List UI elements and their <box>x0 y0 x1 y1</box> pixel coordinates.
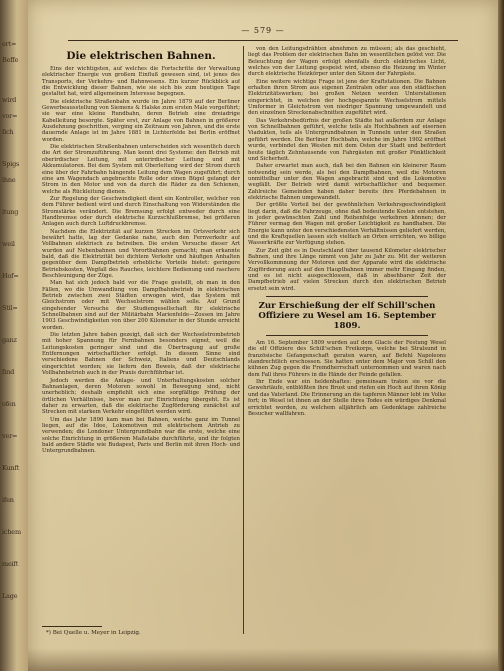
article-paragraph: von den Leitungsdrähten abnehmen zu müssen; als das geschieht, liegt das Problem der elektrischen Bahn im wesentlichen gelöst vor. Die Beleuchtung der Wagen erfolgt ebenfalls durch elektrisches Licht, welches von der Leitung gespeist wird, ebenso die Heizung im Winter durch elektrische Heizkörper unter den Sitzen der Fahrgäste. <box>248 46 446 78</box>
section-divider <box>266 296 428 297</box>
article-paragraph: Daher erwartet man auch, daß bei den Bahnen ein kleinerer Raum notwendig sein werde, als bei den Dampfbahnen, weil die Motoren unmittelbar unter den Wagen angebracht sind und die Lokomotive wegfällt. Der Betrieb wird damit wirtschaftlicher und bequemer. Zahlreiche Gemeinden haben daher bereits ihre Pferdebahnen in elektrische Bahnen umgewandelt. <box>248 163 446 201</box>
left-column <box>42 46 240 621</box>
article-paragraph: Zur Zeit gibt es in Deutschland über tausend Kilometer elektrischer Bahnen, und ihre Länge nimmt von Jahr zu Jahr zu. Mit der weiteren Vervollkommnung der Motoren und der Apparate wird die elektrische Zugförderung auch auf den Hauptbahnen immer mehr Eingang finden, und es ist nicht ausgeschlossen, daß in absehbarer Zeit der Dampfbetrieb auf vielen Strecken durch den elektrischen Betrieb ersetzt sein wird. <box>248 247 446 292</box>
article-paragraph: Man hat sich jedoch bald vor die Frage gestellt, ob man in den Fällen, wo die Umwandlung von Dampfbahnbetrieb in elektrischen Betrieb zwischen zwei Städten erwogen wird, das System mit Gleichstrom oder mit Wechselstrom wählen solle. Auf Grund eingehender Versuche der Studiengesellschaft für elektrische Schnellbahnen sind auf der Militärbahn Marienfelde—Zossen im Jahre 1903 Geschwindigkeiten von über 200 Kilometer in der Stunde erreicht worden. <box>42 280 240 331</box>
article-paragraph: Jedoch werden die Anlage- und Unterhaltungskosten solcher Bahnanlagen, deren Motoren sowohl in Bewegung sind, nicht unerheblich; deshalb empfiehlt sich eine sorgfältige Prüfung der örtlichen Verhältnisse, bevor man zur Einrichtung übergeht. Es ist daher zu erwarten, daß die elektrische Zugförderung zunächst auf Strecken mit starkem Verkehr eingeführt werden wird. <box>42 377 240 416</box>
article-paragraph: Das Verkehrsbedürfnis der großen Städte hat außerdem zur Anlage von Schnellbahnen geführt, welche teils als Hochbahnen auf eisernen Viadukten, teils als Untergrundbahnen in Tunneln unter den Straßen geführt werden. Die Berliner Hochbahn, welche im Jahre 1902 eröffnet wurde, verbindet den Westen mit dem Osten der Stadt und befördert heute täglich Zehntausende von Fahrgästen mit großer Pünktlichkeit und Sicherheit. <box>248 117 446 162</box>
article-paragraph: Eine weitere wichtige Frage ist jene der Kraftstationen. Die Bahnen erhalten ihren Strom aus eigenen Zentralen oder aus den städtischen Elektrizitätswerken; bei großen Netzen werden Unterstationen eingerichtet, in welchen der hochgespannte Wechselstrom mittels Umformer in Gleichstrom von niedriger Spannung umgewandelt und den einzelnen Streckenabschnitten zugeführt wird. <box>248 78 446 117</box>
column-divider <box>243 46 244 634</box>
previous-page-gutter: ert= Beffe wird vor= fich Spigs ihne itung weil Hof= Stil= ganz find ofen ver= Kunft ifen ichem meift Lage <box>0 0 28 671</box>
page-edge <box>498 0 504 671</box>
footnote-rule <box>42 626 102 627</box>
section-divider <box>266 335 428 336</box>
right-column <box>248 46 446 621</box>
article-paragraph: Die elektrische Straßenbahn wurde im Jahre 1879 auf der Berliner Gewerbeausstellung von Siemens & Halske zum ersten Male vorgeführt; sie war eine kleine Rundbahn, deren Betrieb eine dreiadrige Kabelleitung besorgte. Später erst, zur Anlage von Bahnen in größerer Ausdehnung geschritten, verging ein Zeitraum von Jahren, und die erste dauernde Anlage ist im Jahre 1881 in Lichterfelde bei Berlin eröffnet worden. <box>42 98 240 143</box>
footnote: *) Bei Quelle u. Meyer in Leipzig. <box>46 630 141 636</box>
article-paragraph: Die elektrischen Straßenbahnen unterscheiden sich wesentlich durch die Art der Stromzuführung. Man kennt drei Systeme: den Betrieb mit oberirdischer Leitung, mit unterirdischer Leitung und mit Akkumulatoren. Bei dem System mit Oberleitung wird der Strom durch eine über der Fahrbahn hängende Leitung dem Wagen zugeführt; durch eine am Wagendach angebrachte Rolle oder einen Bügel gelangt der Strom in den Motor und von da durch die Räder zu den Schienen, welche als Rückleitung dienen. <box>42 144 240 195</box>
article-paragraph: Um das Jahr 1890 kam man bei Bahnen, welche ganz im Tunnel liegen, auf die Idee, Lokomotiven mit elektrischem Antrieb zu verwenden; die Londoner Untergrundbahn war die erste, welche eine solche Einrichtung in größerem Maßstabe durchführte, und ihr folgten bald andere Städte wie Budapest, Paris und Berlin mit ihren Hoch- und Untergrundbahnen. <box>42 416 240 455</box>
article-paragraph: Ihr Ende war ein heldenhaftes: gemeinsam traten sie vor die Gewehrläufe, entblößten ihre Brust und riefen ein Hoch auf ihren König und das Vaterland. Die Erinnerung an die tapferen Männer lebt im Volke fort; in Wesel ist ihnen an der Stelle ihres Todes ein würdiges Denkmal errichtet worden, zu welchem alljährlich am Gedenktage zahlreiche Besucher wallfahren. <box>248 379 446 417</box>
page-header <box>68 28 458 41</box>
article-paragraph: Eins der wichtigsten, auf welches die Fortschritte der Verwaltung elektrischer Energie von großem Einfluß gewesen sind, ist jenes des Transports, der Verkehrs- und Bahnwesens. Ein kurzer Rückblick auf die Entwicklung dieser Bahnen, wie sie sich bis zum heutigen Tage gestaltet hat, wird allgemeinem Interesse begegnen. <box>42 66 240 98</box>
article-paragraph: Die letzten Jahre haben gezeigt, daß sich der Wechselstrombetrieb mit hoher Spannung für Fernbahnen besonders eignet, weil die Leitungskosten geringer sind und die Übertragung auf große Entfernungen wirtschaftlicher erfolgt. In diesem Sinne sind verschiedene Bahnen der Schweiz, Italiens und Deutschlands eingerichtet worden; sie liefern den Beweis, daß der elektrische Vollbahnbetrieb auch in der Praxis durchführbar ist. <box>42 332 240 377</box>
article-paragraph: Nachdem die Elektrizität auf kurzen Strecken im Ortsverkehr sich bewährt hatte, lag der Gedanke nahe, auch den Fernverkehr auf Vollbahnen elektrisch zu betreiben. Die ersten Versuche dieser Art wurden auf Nebenbahnen und Vorortbahnen gemacht; man erkannte bald, daß die Elektrizität bei dichtem Verkehr und häufigen Anhalten gegenüber dem Dampfbetrieb erhebliche Vorteile bietet: geringere Betriebskosten, Wegfall des Rauches, leichtere Bedienung und raschere Beschleunigung der Züge. <box>42 228 240 279</box>
article-title-schill-officers: Zur Erschießung der elf Schill'schen Offiziere zu Wesel am 16. September 1809. <box>258 301 436 332</box>
article-paragraph: Zur Regelung der Geschwindigkeit dient ein Kontroller, welcher von dem Führer bedient wird und durch Einschaltung von Widerständen die Stromstärke verändert. Die Bremsung erfolgt entweder durch eine Handbremse oder durch elektrische Kurzschlußbremse, bei größeren Anlagen auch durch Luftdruckbremse. <box>42 195 240 228</box>
page-number: — 579 — <box>241 26 285 35</box>
article-paragraph: Am 16. September 1809 wurden auf dem Glacis der Festung Wesel die elf Offiziere des Schill'schen Freikorps, welche bei Stralsund in französische Gefangenschaft geraten waren, auf Befehl Napoleons standrechtlich erschossen. Sie hatten unter dem Major von Schill den kühnen Zug gegen die Fremdherrschaft unternommen und waren nach dem Fall ihres Führers in die Hände der Feinde gefallen. <box>248 340 446 378</box>
page-shadow <box>28 648 498 671</box>
article-paragraph: Der größte Vorteil bei der gewöhnlichen Verkehrsgeschwindigkeit liegt darin, daß die Fahrzeuge, ohne daß bedeutende Kosten entstehen, in jeder gewünschten Zahl und Reihenfolge verkehren können; der Führer vermag den Wagen mit großer Leichtigkeit zu handhaben. Die Energie kann unter den verschiedensten Verhältnissen geliefert werden, und die Kraftquellen lassen sich vielfach an Orten errichten, wo billige Wasserkräfte zur Verfügung stehen. <box>248 202 446 247</box>
article-title-electric-railways: Die elektrischen Bahnen. <box>66 50 216 62</box>
